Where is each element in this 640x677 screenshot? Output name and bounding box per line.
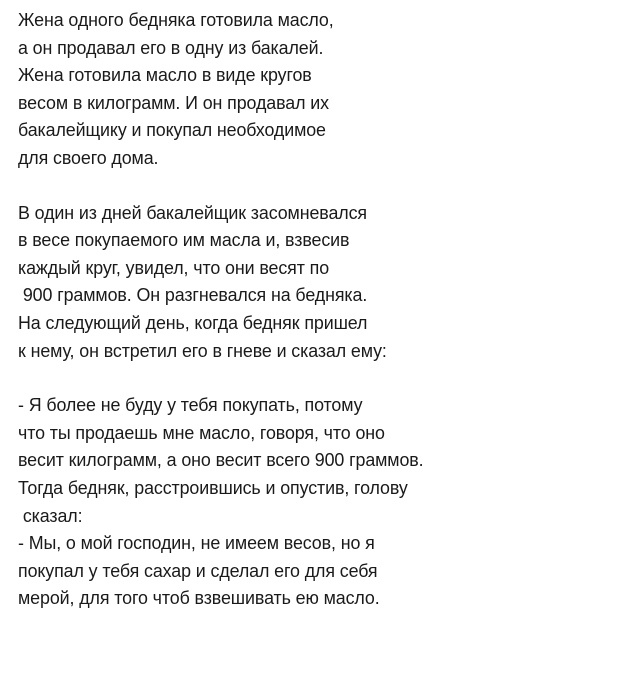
text-line: - Мы, о мой господин, не имеем весов, но я — [18, 532, 375, 554]
text-line: В один из дней бакалейщик засомневался — [18, 201, 368, 223]
text-line: Жена одного бедняка готовила масло, — [18, 9, 334, 30]
text-line: к нему, он встретил его в гневе и сказал ему: — [18, 339, 387, 361]
text-line: весит килограмм, а оно весит всего 900 граммов. — [18, 449, 424, 471]
paragraph-1 — [18, 6, 640, 172]
paragraph-2 — [18, 199, 640, 365]
text-line: каждый круг, увидел, что они весят по — [18, 256, 330, 278]
text-line: покупал у тебя сахар и сделал его для себя — [18, 559, 378, 581]
text-line: сказал: — [18, 504, 83, 526]
text-line: в весе покупаемого им масла и, взвесив — [18, 229, 350, 251]
paragraph-gap — [18, 364, 640, 391]
text-line: весом в килограмм. И он продавал их — [18, 91, 329, 113]
text-line: Жена готовила масло в виде кругов — [18, 64, 312, 86]
text-line: бакалейщику и покупал необходимое — [18, 119, 326, 141]
text-line: что ты продаешь мне масло, говоря, что оно — [18, 421, 385, 443]
paragraph-gap — [18, 172, 640, 199]
text-line: - Я более не буду у тебя покупать, потому — [18, 394, 363, 416]
text-line: для своего дома. — [18, 146, 159, 168]
paragraph-3 — [18, 391, 640, 612]
text-line: Тогда бедняк, расстроившись и опустив, голову — [18, 476, 408, 498]
text-line: 900 граммов. Он разгневался на бедняка. — [18, 284, 368, 306]
text-line: мерой, для того чтоб взвешивать ею масло. — [18, 587, 380, 609]
text-line: На следующий день, когда бедняк пришел — [18, 311, 368, 333]
text-line: а он продавал его в одну из бакалей. — [18, 36, 324, 58]
